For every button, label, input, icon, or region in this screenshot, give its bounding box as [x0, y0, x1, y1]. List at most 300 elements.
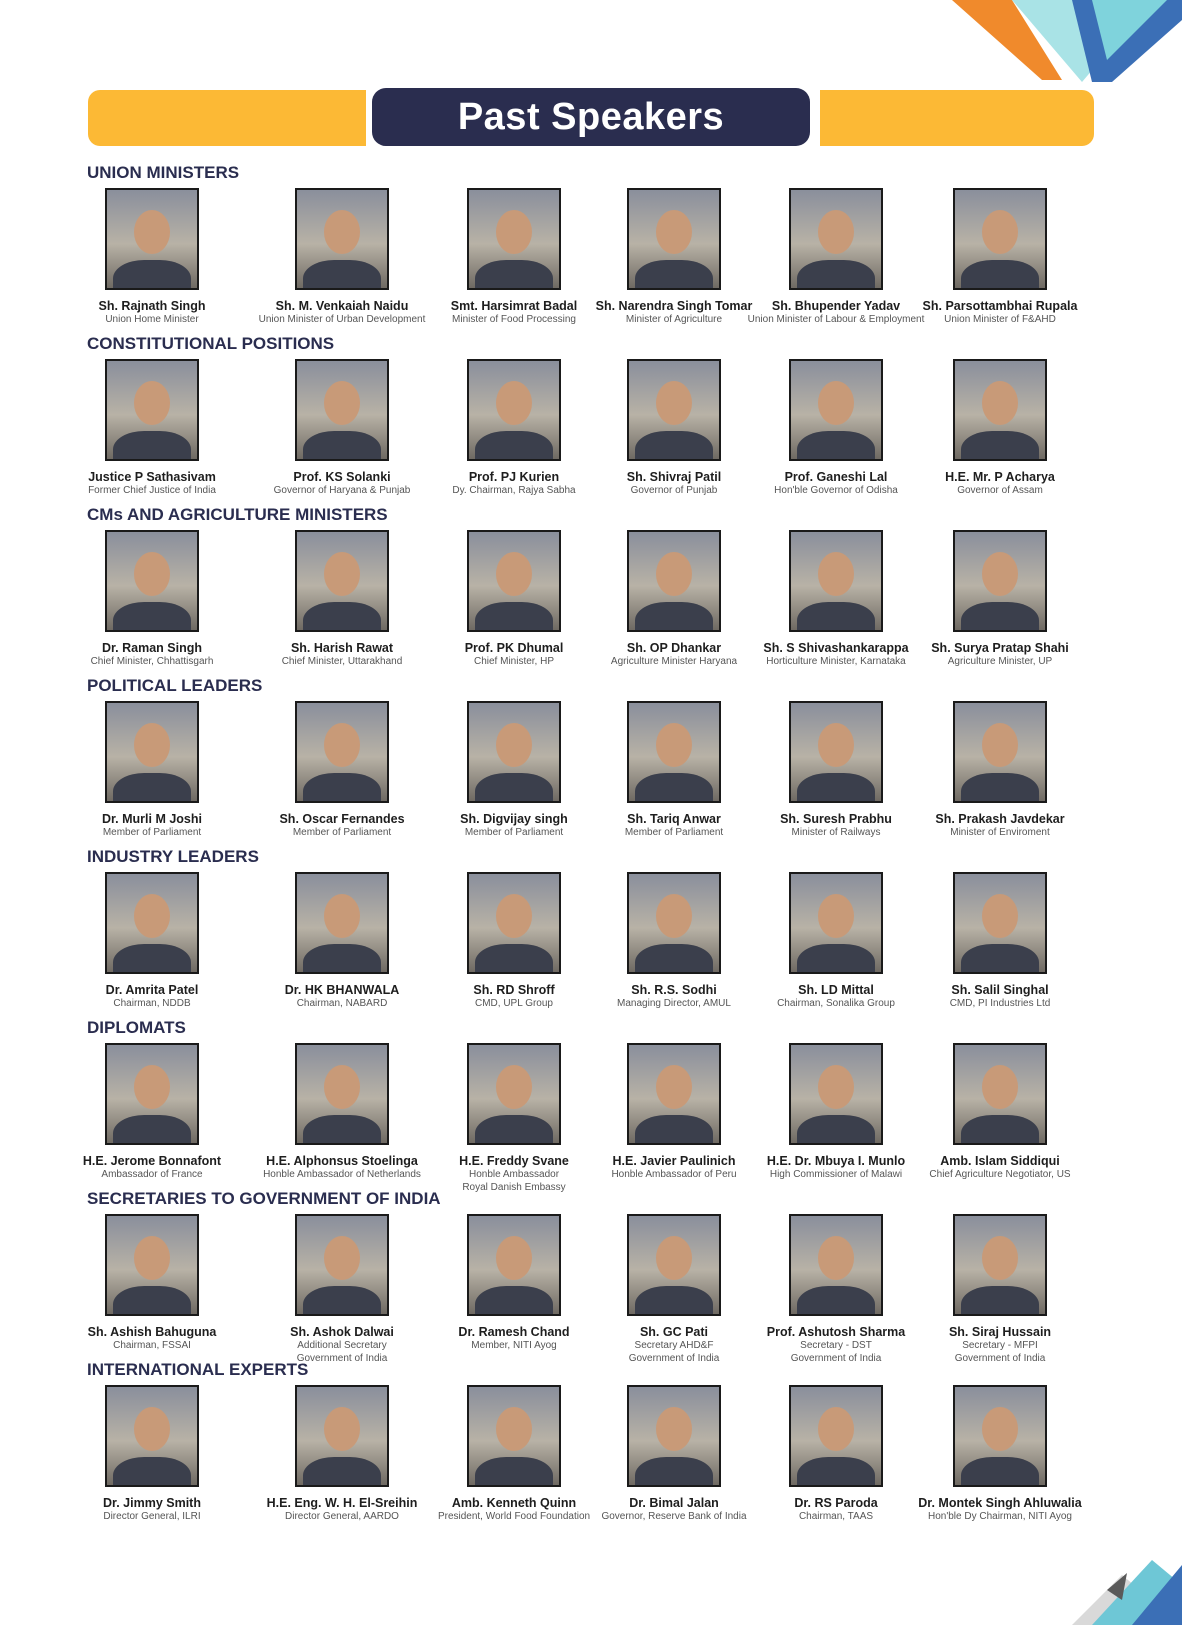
- speaker-photo: [953, 701, 1047, 803]
- speaker-role: Chief Agriculture Negotiator, US: [929, 1169, 1071, 1180]
- speaker-photo: [953, 1385, 1047, 1487]
- speaker-name: H.E. Mr. P Acharya: [945, 470, 1055, 484]
- section-title: POLITICAL LEADERS: [87, 676, 263, 695]
- speaker-photo: [105, 188, 199, 290]
- speaker-photo-body: [113, 1115, 191, 1145]
- speaker-photo: [467, 188, 561, 290]
- speaker-name: Smt. Harsimrat Badal: [450, 299, 578, 313]
- speaker-photo-head: [134, 552, 170, 596]
- speaker-role: CMD, PI Industries Ltd: [949, 998, 1051, 1009]
- speaker-photo-head: [324, 894, 360, 938]
- speaker-photo-head: [656, 381, 692, 425]
- speaker-sections: [0, 160, 1182, 1528]
- speaker-photo-head: [982, 723, 1018, 767]
- speaker-name: Dr. Bimal Jalan: [629, 1496, 719, 1510]
- speaker-name: Dr. Murli M Joshi: [101, 812, 202, 826]
- speaker-role: Chief Minister, Uttarakhand: [281, 656, 403, 667]
- speaker-photo-body: [797, 773, 875, 803]
- speaker-card: [746, 188, 926, 326]
- speaker-role-line2: Government of India: [296, 1353, 388, 1364]
- speaker-name: Sh. R.S. Sodhi: [631, 983, 717, 997]
- speaker-photo: [627, 1385, 721, 1487]
- speaker-card: [252, 530, 432, 668]
- speaker-photo: [105, 1043, 199, 1145]
- speaker-name: Sh. Rajnath Singh: [98, 299, 206, 313]
- speaker-photo-body: [961, 602, 1039, 632]
- speaker-photo-body: [961, 1457, 1039, 1487]
- speaker-card: [584, 359, 764, 497]
- speaker-photo-body: [635, 1115, 713, 1145]
- speaker-photo: [627, 188, 721, 290]
- header-band-left: [88, 90, 366, 146]
- speaker-card: [910, 188, 1090, 326]
- speaker-role: Honble Ambassador: [468, 1169, 560, 1180]
- speaker-role: Chairman, TAAS: [798, 1511, 874, 1522]
- speaker-role: Agriculture Minister Haryana: [610, 656, 738, 667]
- speaker-photo-body: [113, 260, 191, 290]
- speaker-photo: [295, 1214, 389, 1316]
- speaker-card: [584, 188, 764, 326]
- speaker-name: H.E. Alphonsus Stoelinga: [266, 1154, 418, 1168]
- speaker-role: Secretary - MFPI: [962, 1340, 1038, 1351]
- speaker-card: [584, 1385, 764, 1523]
- speaker-role: CMD, UPL Group: [475, 998, 553, 1009]
- speaker-card: [424, 701, 604, 839]
- speaker-photo: [467, 1385, 561, 1487]
- speaker-role: Member of Parliament: [292, 827, 392, 838]
- speaker-name: Sh. Bhupender Yadav: [771, 299, 901, 313]
- speaker-card: [584, 1214, 764, 1365]
- speaker-photo-head: [982, 210, 1018, 254]
- speaker-photo: [627, 1043, 721, 1145]
- speaker-photo-body: [635, 431, 713, 461]
- speaker-role: Member of Parliament: [102, 827, 202, 838]
- speaker-card: [910, 530, 1090, 668]
- speaker-row: [72, 701, 1112, 844]
- speaker-section: [0, 1357, 1182, 1528]
- speaker-name: H.E. Dr. Mbuya I. Munlo: [766, 1154, 906, 1168]
- speaker-photo-body: [797, 944, 875, 974]
- header-band-right: [820, 90, 1094, 146]
- speaker-photo: [295, 1043, 389, 1145]
- speaker-role: Minister of Railways: [791, 827, 881, 838]
- speaker-photo: [105, 1214, 199, 1316]
- speaker-card: [746, 1385, 926, 1523]
- speaker-card: [424, 359, 604, 497]
- speaker-photo: [467, 1043, 561, 1145]
- speaker-photo-head: [134, 381, 170, 425]
- speaker-row: [72, 359, 1112, 502]
- speaker-photo-body: [797, 602, 875, 632]
- speaker-role: Minister of Agriculture: [625, 314, 723, 325]
- speaker-role: Secretary - DST: [800, 1340, 872, 1351]
- speaker-role: Governor of Haryana & Punjab: [273, 485, 411, 496]
- speaker-role: Union Minister of F&AHD: [944, 314, 1056, 325]
- speaker-photo: [295, 530, 389, 632]
- speaker-section: [0, 331, 1182, 502]
- speaker-role: Managing Director, AMUL: [617, 998, 731, 1009]
- speaker-card: [746, 701, 926, 839]
- speaker-role: Minister of Food Processing: [452, 314, 576, 325]
- speaker-photo-body: [303, 602, 381, 632]
- speaker-photo-body: [303, 431, 381, 461]
- speaker-name: Sh. S Shivashankarappa: [763, 641, 909, 655]
- speaker-card: [424, 1214, 604, 1352]
- speaker-card: [62, 359, 242, 497]
- speaker-photo-body: [635, 260, 713, 290]
- speaker-photo: [789, 701, 883, 803]
- speaker-photo-head: [982, 1065, 1018, 1109]
- speaker-card: [252, 359, 432, 497]
- speaker-name: Prof. Ganeshi Lal: [784, 470, 888, 484]
- speaker-photo-head: [818, 894, 854, 938]
- speaker-name: Sh. Digvijay singh: [460, 812, 568, 826]
- speaker-photo-head: [656, 552, 692, 596]
- speaker-card: [62, 1385, 242, 1523]
- speaker-name: Sh. OP Dhankar: [626, 641, 722, 655]
- speaker-photo-head: [818, 1407, 854, 1451]
- speaker-role: Honble Ambassador of Peru: [611, 1169, 737, 1180]
- speaker-name: Sh. Oscar Fernandes: [279, 812, 405, 826]
- speaker-role: Honble Ambassador of Netherlands: [263, 1169, 421, 1180]
- speaker-role: Hon'ble Dy Chairman, NITI Ayog: [927, 1511, 1072, 1522]
- section-title: UNION MINISTERS: [87, 163, 240, 182]
- speaker-name: Dr. Ramesh Chand: [458, 1325, 570, 1339]
- speaker-card: [910, 701, 1090, 839]
- speaker-photo-head: [324, 1236, 360, 1280]
- speaker-role: Member of Parliament: [464, 827, 564, 838]
- speaker-photo: [105, 872, 199, 974]
- speaker-role: Ambassador of France: [101, 1169, 203, 1180]
- speaker-photo-head: [982, 1407, 1018, 1451]
- speaker-section: [0, 844, 1182, 1015]
- speaker-card: [252, 701, 432, 839]
- speaker-photo: [467, 872, 561, 974]
- speaker-photo-head: [134, 723, 170, 767]
- speaker-photo-head: [496, 210, 532, 254]
- speaker-photo-head: [818, 381, 854, 425]
- speaker-name: Prof. PJ Kurien: [468, 470, 560, 484]
- speaker-role: Chairman, NDDB: [113, 998, 191, 1009]
- section-title: INDUSTRY LEADERS: [87, 847, 259, 866]
- speaker-card: [910, 359, 1090, 497]
- speaker-role: Former Chief Justice of India: [88, 485, 216, 496]
- speaker-photo: [789, 359, 883, 461]
- speaker-photo-body: [797, 1115, 875, 1145]
- speaker-name: Prof. PK Dhumal: [464, 641, 564, 655]
- speaker-photo-head: [818, 723, 854, 767]
- speaker-card: [910, 872, 1090, 1010]
- speaker-photo-body: [303, 260, 381, 290]
- speaker-photo-head: [656, 1065, 692, 1109]
- speaker-photo-body: [475, 944, 553, 974]
- speaker-name: Sh. LD Mittal: [798, 983, 874, 997]
- speaker-card: [62, 188, 242, 326]
- speaker-photo-body: [635, 1457, 713, 1487]
- speaker-photo-head: [982, 894, 1018, 938]
- speaker-name: Sh. Harish Rawat: [290, 641, 394, 655]
- speaker-name: Sh. Shivraj Patil: [626, 470, 722, 484]
- speaker-photo: [295, 188, 389, 290]
- speaker-card: [252, 1214, 432, 1365]
- speaker-role-line2: Government of India: [628, 1353, 720, 1364]
- speaker-card: [424, 530, 604, 668]
- speaker-photo: [953, 530, 1047, 632]
- page-title: Past Speakers: [372, 88, 810, 146]
- speaker-photo-head: [818, 552, 854, 596]
- speaker-role: Agriculture Minister, UP: [947, 656, 1053, 667]
- speaker-photo-head: [134, 894, 170, 938]
- section-title: CMs AND AGRICULTURE MINISTERS: [87, 505, 388, 524]
- speaker-photo: [295, 701, 389, 803]
- speaker-photo: [953, 188, 1047, 290]
- speaker-name: H.E. Eng. W. H. El-Sreihin: [266, 1496, 418, 1510]
- speaker-photo: [467, 359, 561, 461]
- speaker-photo-head: [324, 381, 360, 425]
- speaker-role: Chief Minister, Chhattisgarh: [90, 656, 214, 667]
- speaker-role: President, World Food Foundation: [437, 1511, 591, 1522]
- speaker-role-line2: Royal Danish Embassy: [462, 1182, 566, 1193]
- speaker-photo: [467, 530, 561, 632]
- speaker-photo-head: [324, 210, 360, 254]
- speaker-photo-body: [303, 773, 381, 803]
- speaker-photo: [953, 1043, 1047, 1145]
- speaker-photo-head: [656, 1236, 692, 1280]
- speaker-photo-head: [496, 1236, 532, 1280]
- speaker-photo-head: [496, 1407, 532, 1451]
- section-title: INTERNATIONAL EXPERTS: [87, 1360, 309, 1379]
- speaker-role: Secretary AHD&F: [634, 1340, 714, 1351]
- speaker-photo-head: [656, 1407, 692, 1451]
- speaker-photo: [789, 530, 883, 632]
- speaker-photo-body: [475, 1286, 553, 1316]
- speaker-photo-body: [113, 1286, 191, 1316]
- speaker-card: [424, 1043, 604, 1194]
- speaker-photo: [789, 872, 883, 974]
- speaker-photo: [467, 1214, 561, 1316]
- speaker-card: [424, 1385, 604, 1523]
- speaker-role: Governor, Reserve Bank of India: [601, 1511, 747, 1522]
- speaker-card: [746, 872, 926, 1010]
- speaker-photo-head: [324, 1407, 360, 1451]
- speaker-card: [62, 872, 242, 1010]
- speaker-card: [910, 1043, 1090, 1181]
- speaker-row: [72, 872, 1112, 1015]
- speaker-card: [746, 359, 926, 497]
- header-band: [88, 88, 1094, 148]
- speaker-role: Horticulture Minister, Karnataka: [766, 656, 906, 667]
- speaker-name: Dr. RS Paroda: [794, 1496, 878, 1510]
- speaker-photo-body: [113, 944, 191, 974]
- speaker-photo-body: [475, 260, 553, 290]
- speaker-role: Chairman, FSSAI: [113, 1340, 191, 1351]
- speaker-card: [910, 1214, 1090, 1365]
- speaker-role: Governor of Punjab: [630, 485, 718, 496]
- speaker-photo: [627, 530, 721, 632]
- speaker-role: Governor of Assam: [957, 485, 1043, 496]
- speaker-name: Justice P Sathasivam: [88, 470, 216, 484]
- speaker-photo: [953, 872, 1047, 974]
- speaker-photo: [789, 1385, 883, 1487]
- speaker-name: H.E. Javier Paulinich: [612, 1154, 736, 1168]
- speaker-photo-body: [635, 602, 713, 632]
- speaker-card: [424, 872, 604, 1010]
- speaker-photo-head: [134, 1407, 170, 1451]
- speaker-photo-head: [656, 894, 692, 938]
- speaker-photo-head: [982, 381, 1018, 425]
- speaker-photo-head: [496, 894, 532, 938]
- speaker-photo-head: [982, 552, 1018, 596]
- speaker-role: Union Minister of Labour & Employment: [747, 314, 925, 325]
- speaker-photo-body: [961, 431, 1039, 461]
- speaker-role: Member of Parliament: [624, 827, 724, 838]
- speaker-card: [62, 1214, 242, 1352]
- speaker-card: [746, 1214, 926, 1365]
- speaker-photo: [789, 1043, 883, 1145]
- speaker-photo-head: [656, 723, 692, 767]
- speaker-card: [746, 530, 926, 668]
- speaker-row: [72, 188, 1112, 331]
- speaker-photo-body: [303, 1457, 381, 1487]
- speaker-photo: [953, 359, 1047, 461]
- speaker-section: [0, 160, 1182, 331]
- speaker-photo: [105, 1385, 199, 1487]
- speaker-photo-body: [303, 1286, 381, 1316]
- speaker-name: Sh. M. Venkaiah Naidu: [275, 299, 409, 313]
- speaker-role: Union Home Minister: [105, 314, 199, 325]
- speaker-photo-body: [961, 773, 1039, 803]
- speaker-card: [584, 1043, 764, 1181]
- speaker-role-line2: Government of India: [790, 1353, 882, 1364]
- speaker-photo: [627, 359, 721, 461]
- speaker-row: [72, 1385, 1112, 1528]
- speaker-section: [0, 673, 1182, 844]
- speaker-card: [252, 1385, 432, 1523]
- speaker-photo-body: [961, 1115, 1039, 1145]
- speaker-photo-body: [635, 944, 713, 974]
- speaker-photo-head: [818, 210, 854, 254]
- speaker-name: Amb. Islam Siddiqui: [940, 1154, 1060, 1168]
- speaker-photo-body: [475, 431, 553, 461]
- speaker-role: Minister of Enviroment: [950, 827, 1050, 838]
- speaker-card: [584, 872, 764, 1010]
- speaker-card: [62, 1043, 242, 1181]
- speaker-photo-body: [635, 773, 713, 803]
- speaker-row: [72, 1214, 1112, 1364]
- speaker-photo-body: [475, 773, 553, 803]
- speaker-name: H.E. Jerome Bonnafont: [82, 1154, 222, 1168]
- speaker-card: [62, 701, 242, 839]
- speaker-photo: [295, 1385, 389, 1487]
- speaker-photo: [105, 359, 199, 461]
- speaker-name: Sh. Prakash Javdekar: [935, 812, 1065, 826]
- speaker-name: H.E. Freddy Svane: [459, 1154, 569, 1168]
- speaker-name: Sh. Tariq Anwar: [627, 812, 721, 826]
- speaker-photo-head: [818, 1236, 854, 1280]
- speaker-photo-body: [113, 431, 191, 461]
- speaker-photo-body: [475, 1457, 553, 1487]
- speaker-photo-head: [818, 1065, 854, 1109]
- speaker-photo-body: [303, 944, 381, 974]
- speaker-section: [0, 1015, 1182, 1193]
- speaker-role: Additional Secretary: [297, 1340, 387, 1351]
- speaker-role: Hon'ble Governor of Odisha: [774, 485, 898, 496]
- speaker-role: Director General, AARDO: [285, 1511, 399, 1522]
- speaker-name: Sh. Suresh Prabhu: [780, 812, 892, 826]
- speaker-photo-head: [324, 723, 360, 767]
- speaker-photo: [627, 701, 721, 803]
- speaker-role: Union Minister of Urban Development: [258, 314, 426, 325]
- speaker-role: Chairman, Sonalika Group: [777, 998, 895, 1009]
- speaker-photo: [627, 1214, 721, 1316]
- speaker-name: Sh. Parsottambhai Rupala: [922, 299, 1078, 313]
- speaker-name: Sh. Ashish Bahuguna: [87, 1325, 217, 1339]
- speaker-photo-body: [797, 260, 875, 290]
- speaker-name: Prof. KS Solanki: [293, 470, 391, 484]
- speaker-photo-body: [797, 1457, 875, 1487]
- speaker-name: Amb. Kenneth Quinn: [451, 1496, 577, 1510]
- speaker-photo-body: [961, 944, 1039, 974]
- speaker-card: [252, 188, 432, 326]
- speaker-photo-body: [475, 602, 553, 632]
- speaker-row: [72, 1043, 1112, 1193]
- speaker-photo-head: [496, 381, 532, 425]
- speaker-name: Dr. Jimmy Smith: [103, 1496, 201, 1510]
- speaker-photo: [789, 1214, 883, 1316]
- speaker-photo-body: [797, 1286, 875, 1316]
- speaker-role: Director General, ILRI: [103, 1511, 201, 1522]
- speaker-photo: [105, 530, 199, 632]
- speaker-section: [0, 1186, 1182, 1364]
- speaker-name: Sh. Ashok Dalwai: [290, 1325, 394, 1339]
- speaker-photo-body: [113, 773, 191, 803]
- speaker-name: Sh. Surya Pratap Shahi: [931, 641, 1069, 655]
- speaker-card: [910, 1385, 1090, 1523]
- speaker-card: [746, 1043, 926, 1181]
- speaker-photo-head: [134, 1236, 170, 1280]
- section-title: SECRETARIES TO GOVERNMENT OF INDIA: [87, 1189, 441, 1208]
- speaker-role: High Commissioner of Malawi: [769, 1169, 903, 1180]
- speaker-card: [62, 530, 242, 668]
- speaker-photo-body: [113, 1457, 191, 1487]
- speaker-card: [584, 530, 764, 668]
- speaker-photo-body: [475, 1115, 553, 1145]
- corner-decoration-top: [952, 0, 1182, 90]
- speaker-photo: [627, 872, 721, 974]
- speaker-photo-body: [961, 1286, 1039, 1316]
- speaker-name: Dr. HK BHANWALA: [284, 983, 400, 997]
- speaker-name: Prof. Ashutosh Sharma: [766, 1325, 906, 1339]
- speaker-photo-body: [797, 431, 875, 461]
- speaker-photo-head: [134, 210, 170, 254]
- speaker-photo: [295, 359, 389, 461]
- speaker-photo-head: [134, 1065, 170, 1109]
- speaker-role: Chief Minister, HP: [473, 656, 555, 667]
- speaker-photo-body: [961, 260, 1039, 290]
- speaker-photo-head: [324, 1065, 360, 1109]
- section-title: CONSTITUTIONAL POSITIONS: [87, 334, 335, 353]
- speaker-photo: [789, 188, 883, 290]
- speaker-name: Sh. Narendra Singh Tomar: [595, 299, 753, 313]
- section-title: DIPLOMATS: [87, 1018, 186, 1037]
- speaker-role: Dy. Chairman, Rajya Sabha: [452, 485, 576, 496]
- speaker-name: Sh. Salil Singhal: [951, 983, 1049, 997]
- speaker-name: Sh. RD Shroff: [473, 983, 555, 997]
- speaker-name: Sh. Siraj Hussain: [948, 1325, 1052, 1339]
- speaker-photo: [467, 701, 561, 803]
- speaker-photo: [953, 1214, 1047, 1316]
- speaker-card: [252, 1043, 432, 1181]
